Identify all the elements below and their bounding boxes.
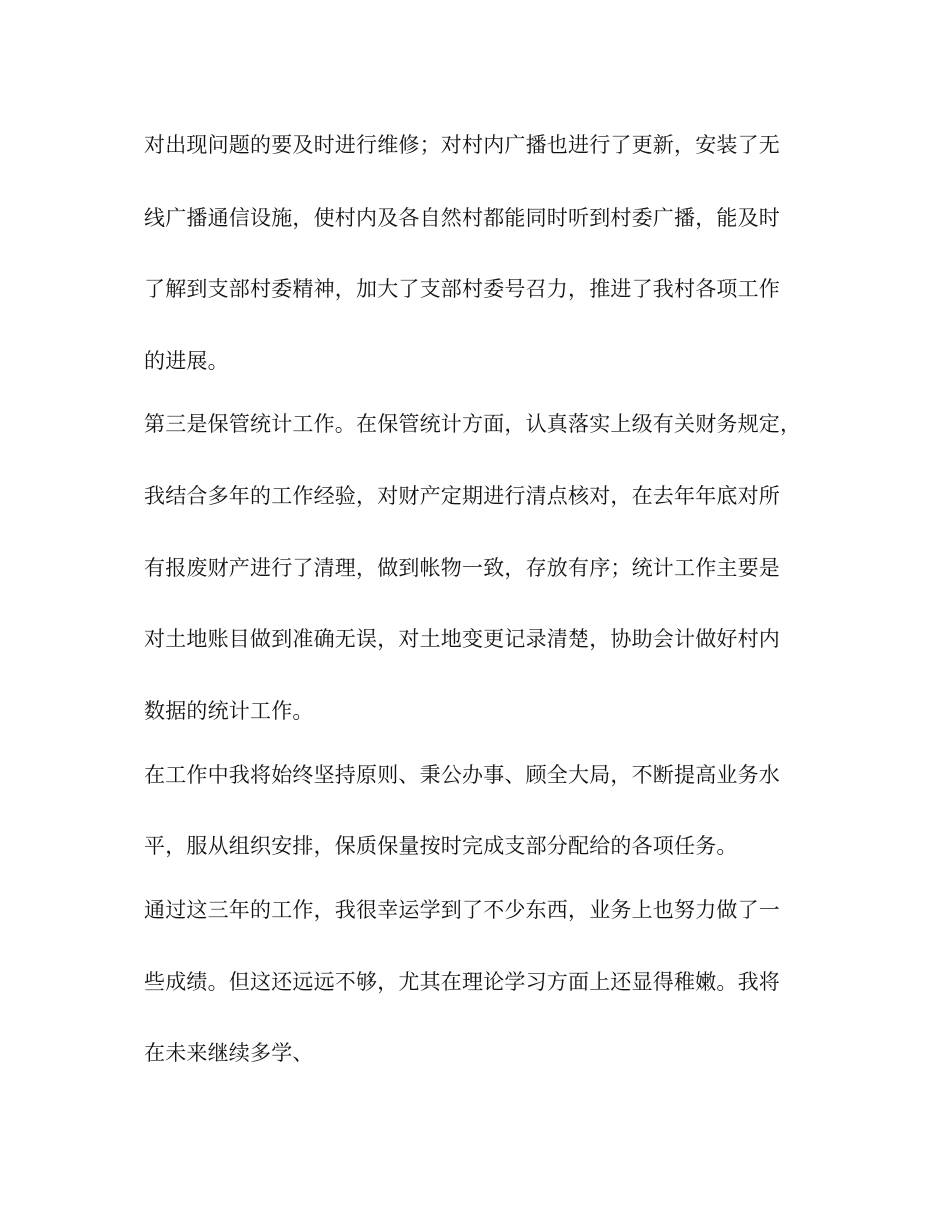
text-line: 线广播通信设施，使村内及各自然村都能同时听到村委广播，能及时	[144, 206, 780, 230]
text-line: 对出现问题的要及时进行维修；对村内广播也进行了更新，安装了无	[144, 133, 780, 157]
text-line: 在工作中我将始终坚持原则、秉公办事、顾全大局，不断提高业务水	[144, 763, 780, 787]
text-line: 在未来继续多学、	[144, 1041, 314, 1065]
text-line: 数据的统计工作。	[144, 699, 314, 723]
text-line: 些成绩。但这还远远不够，尤其在理论学习方面上还显得稚嫩。我将	[144, 970, 780, 994]
text-line: 我结合多年的工作经验，对财产定期进行清点核对，在去年年底对所	[144, 484, 780, 508]
text-line: 的进展。	[144, 349, 229, 373]
text-line: 第三是保管统计工作。在保管统计方面，认真落实上级有关财务规定，	[144, 412, 802, 436]
text-line: 平，服从组织安排，保质保量按时完成支部分配给的各项任务。	[144, 834, 738, 858]
text-line: 了解到支部村委精神，加大了支部村委号召力，推进了我村各项工作	[144, 277, 780, 301]
text-line: 通过这三年的工作，我很幸运学到了不少东西，业务上也努力做了一	[144, 898, 780, 922]
text-line: 对土地账目做到准确无误，对土地变更记录清楚，协助会计做好村内	[144, 627, 780, 651]
text-line: 有报废财产进行了清理，做到帐物一致，存放有序；统计工作主要是	[144, 556, 780, 580]
